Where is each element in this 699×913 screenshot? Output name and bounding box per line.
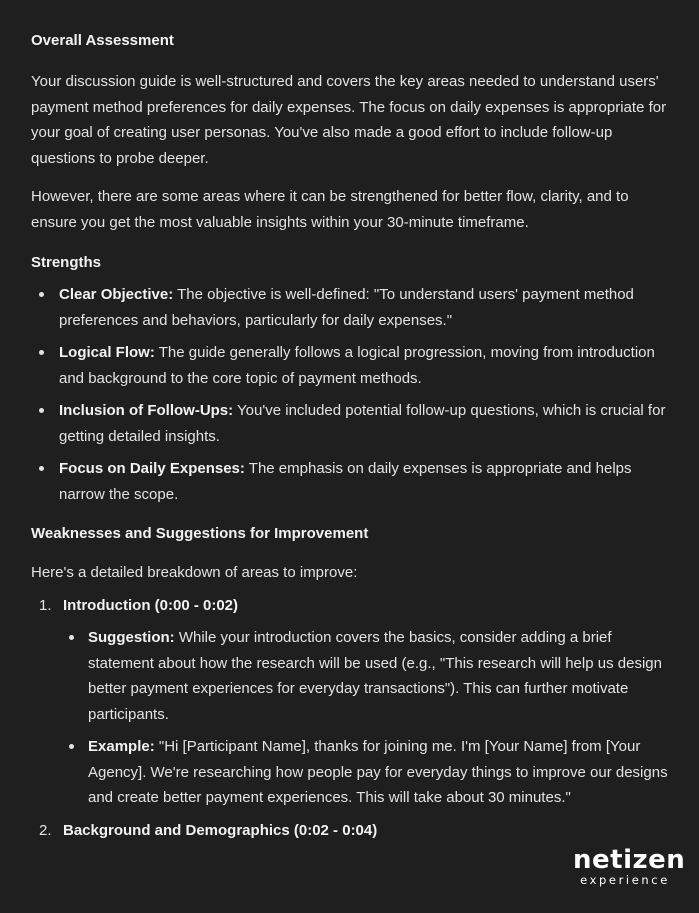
strength-label: Logical Flow:	[59, 344, 155, 361]
netizen-experience-logo	[573, 845, 686, 887]
strength-text: The objective is well-defined: "To understand users' payment method preferences and behaviors, particularly for daily expenses."	[59, 286, 634, 329]
strength-item	[31, 340, 671, 391]
logo-tagline: experience	[580, 873, 670, 887]
strength-label: Clear Objective:	[59, 286, 174, 303]
step-item	[31, 593, 671, 811]
overall-paragraph-2: However, there are some areas where it can be strengthened for better flow, clarity, and to ensure you get the most valuable insights within your 30-minute timeframe.	[31, 188, 629, 231]
step-number: 1.	[39, 596, 52, 614]
overall-paragraph-1: Your discussion guide is well-structured and covers the key areas needed to understand users' payment method preferences for daily expenses. The focus on daily expenses is appropriate for your goal of creating user personas. You've also made a good effort to include follow-up questions to probe deeper.	[31, 73, 667, 167]
step-title: Background and Demographics (0:02 - 0:04)	[63, 821, 378, 839]
weaknesses-intro: Here's a detailed breakdown of areas to improve:	[31, 564, 358, 581]
strength-item	[31, 282, 671, 333]
strength-text: You've included potential follow-up questions, which is crucial for getting detailed insights.	[59, 402, 666, 445]
weaknesses-heading: Weaknesses and Suggestions for Improvement	[31, 525, 369, 542]
strength-label: Focus on Daily Expenses:	[59, 460, 245, 477]
example-text: "Hi [Participant Name], thanks for joining me. I'm [Your Name] from [Your Agency]. We're researching how people pay for everyday things to improve our designs and create better payment experiences. This will take about 30 minutes."	[88, 738, 668, 806]
step-item	[31, 818, 671, 844]
strength-text: The guide generally follows a logical progression, moving from introduction and background to the core topic of payment methods.	[59, 344, 655, 387]
strengths-list	[31, 282, 671, 507]
strength-item	[31, 398, 671, 449]
suggestion-label: Suggestion:	[88, 629, 175, 646]
step-title: Introduction (0:00 - 0:02)	[63, 596, 239, 614]
strengths-heading: Strengths	[31, 254, 102, 271]
overall-assessment-heading: Overall Assessment	[31, 32, 174, 49]
example-item	[63, 734, 671, 811]
step-suggestions	[63, 625, 671, 811]
step-number: 2.	[39, 821, 52, 839]
suggestion-text: While your introduction covers the basics, consider adding a brief statement about how the research will be used (e.g., "This research will help us design better payment experiences for everyday transactions"). This can further motivate participants.	[88, 629, 662, 723]
suggestion-item	[63, 625, 671, 727]
strength-item	[31, 456, 671, 507]
example-label: Example:	[88, 738, 155, 755]
strength-text: The emphasis on daily expenses is appropriate and helps narrow the scope.	[59, 460, 632, 503]
logo-wordmark: netizen	[573, 845, 686, 875]
strength-label: Inclusion of Follow-Ups:	[59, 402, 234, 419]
response-content	[31, 28, 671, 850]
improvement-steps-list	[31, 593, 671, 844]
